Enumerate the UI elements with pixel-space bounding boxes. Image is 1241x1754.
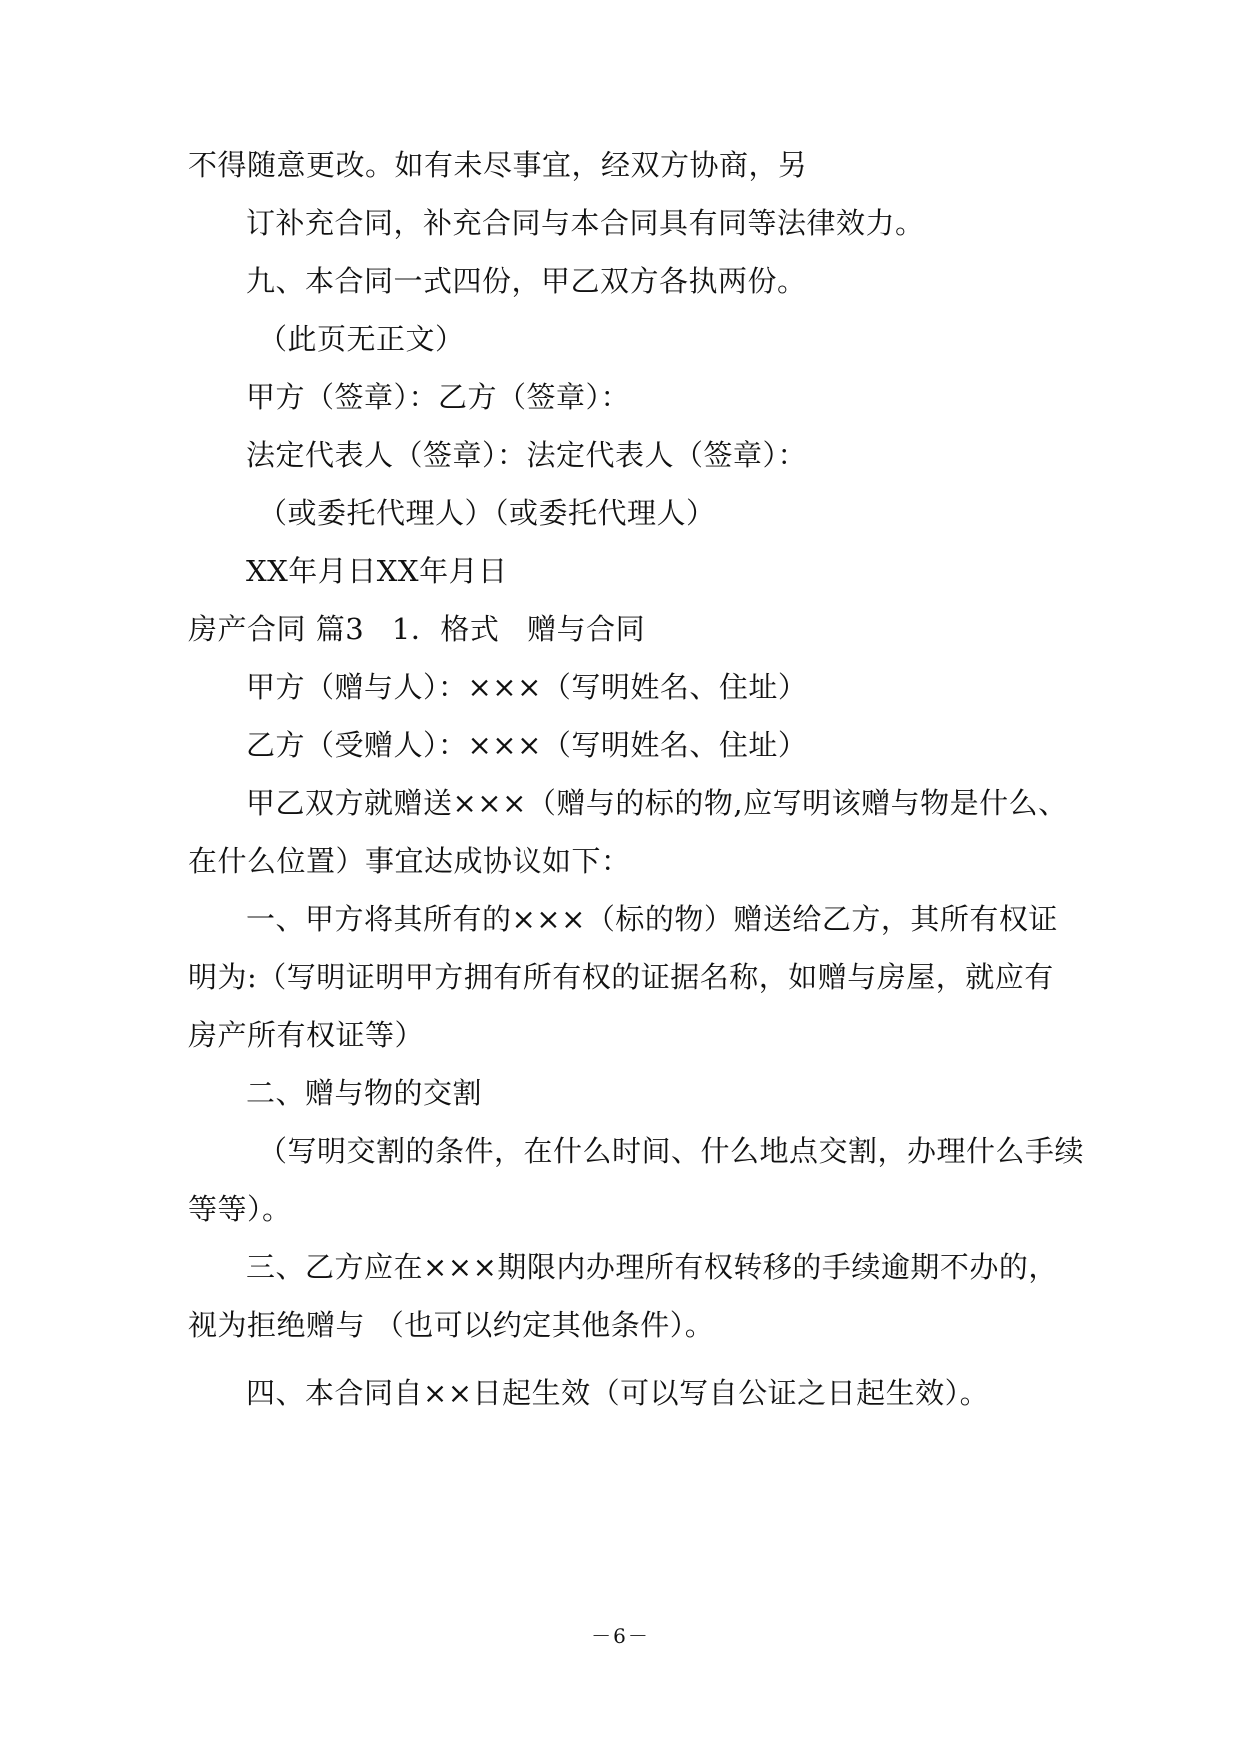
paragraph-line: 三、乙方应在×××期限内办理所有权转移的手续逾期不办的， [246, 1250, 1058, 1284]
page-number: －6－ [591, 1624, 650, 1648]
paragraph-line: 视为拒绝赠与 （也可以约定其他条件）。 [188, 1308, 715, 1342]
signature-line: 甲方（签章）：乙方（签章）： [246, 380, 631, 414]
paragraph-line: 等等）。 [188, 1192, 292, 1226]
paragraph-line: 甲乙双方就赠送×××（赠与的标的物,应写明该赠与物是什么、 [246, 786, 1068, 820]
paragraph-line: 订补充合同，补充合同与本合同具有同等法律效力。 [246, 206, 925, 240]
paragraph-line: 甲方（赠与人）：×××（写明姓名、住址） [246, 670, 808, 704]
section-heading [188, 609, 663, 649]
paragraph-line: 房产所有权证等） [188, 1018, 425, 1052]
signature-line: 法定代表人（签章）：法定代表人（签章）： [246, 438, 808, 472]
signature-line: （或委托代理人）（或委托代理人） [258, 496, 716, 530]
paragraph-line: 在什么位置）事宜达成协议如下： [188, 844, 631, 878]
paragraph-line: 一、甲方将其所有的×××（标的物）赠送给乙方，其所有权证 [246, 902, 1058, 936]
paragraph-line: （写明交割的条件，在什么时间、什么地点交割，办理什么手续 [258, 1134, 1085, 1168]
paragraph-line: 二、赠与物的交割 [246, 1076, 483, 1110]
paragraph-line: 乙方（受赠人）：×××（写明姓名、住址） [246, 728, 808, 762]
date-line: XX年月日XX年月日 [246, 554, 508, 588]
paragraph-line: （此页无正文） [258, 322, 465, 356]
paragraph-line: 明为:（写明证明甲方拥有所有权的证据名称，如赠与房屋，就应有 [188, 960, 1054, 994]
paragraph-line: 九、本合同一式四份，甲乙双方各执两份。 [246, 264, 807, 298]
section-label: 房产合同 篇3 [188, 612, 365, 646]
section-title: 赠与合同 [527, 612, 646, 646]
paragraph-line: 四、本合同自××日起生效（可以写自公证之日起生效）。 [246, 1376, 990, 1410]
section-number: 1．格式 [391, 612, 500, 646]
paragraph-line: 不得随意更改。如有未尽事宜，经双方协商，另 [188, 148, 808, 182]
